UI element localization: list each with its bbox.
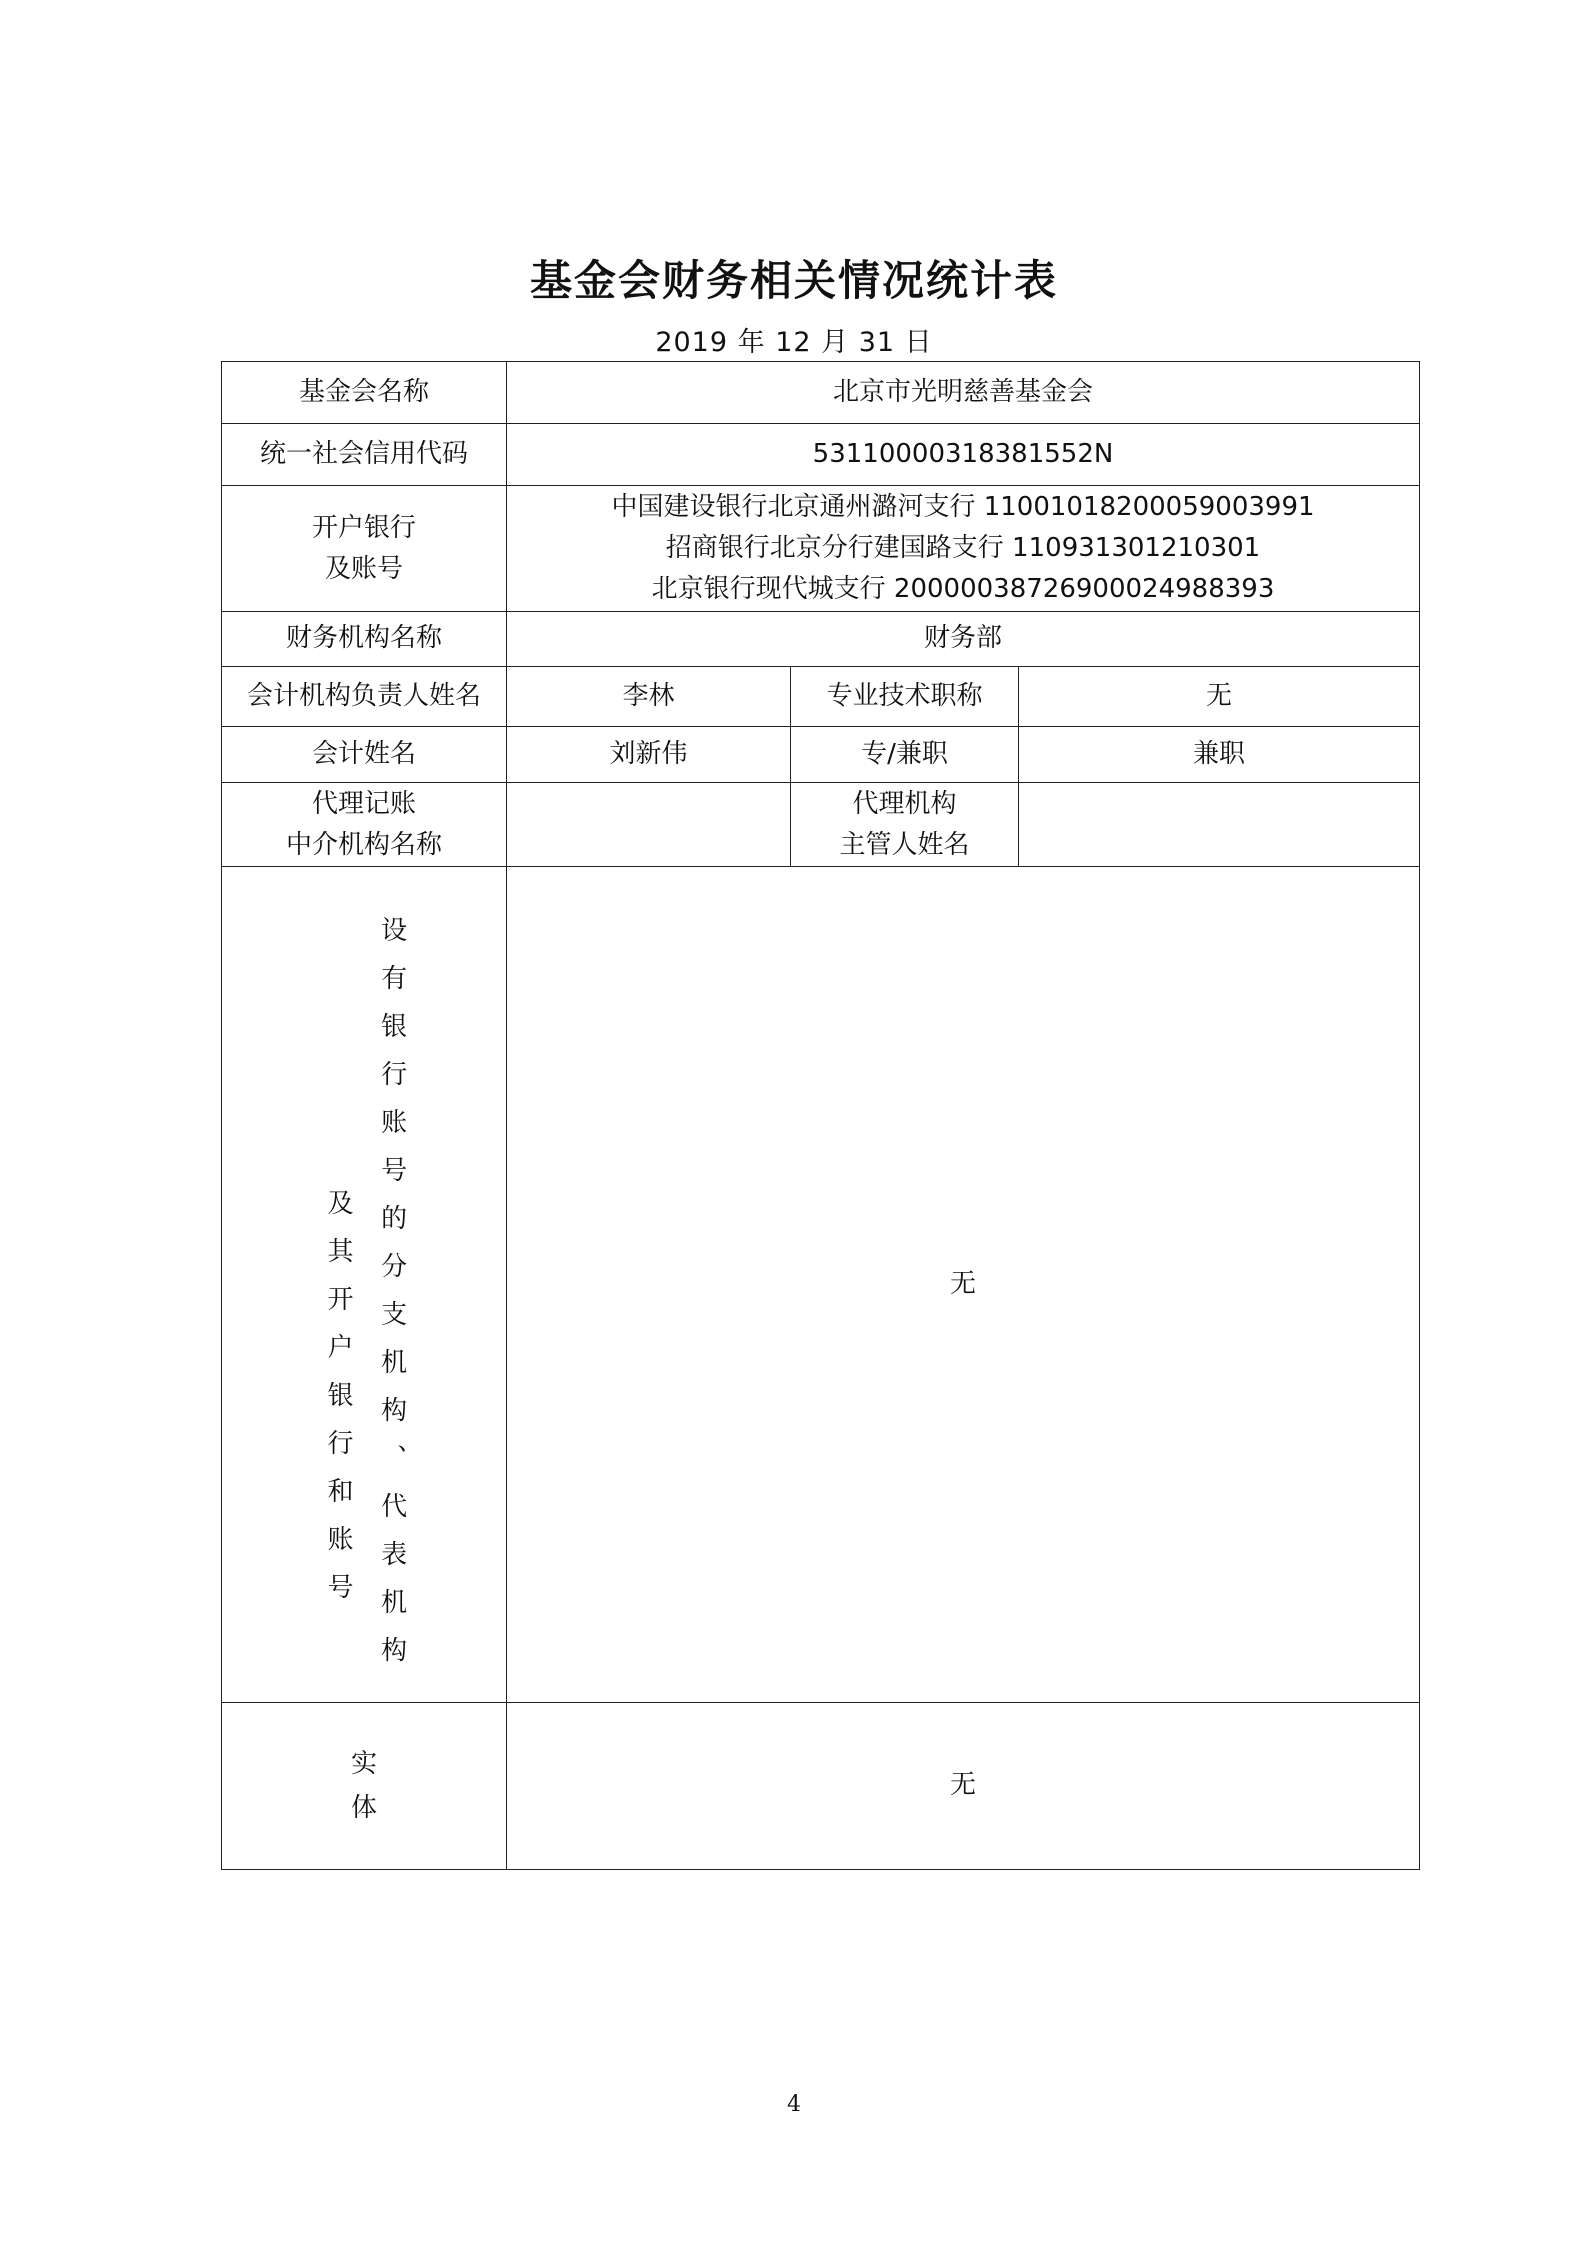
- bank-account-1: 中国建设银行北京通州潞河支行 11001018200059003991: [611, 492, 1315, 522]
- agent-label: [222, 783, 507, 867]
- agent-label-line-1: 代理记账: [311, 788, 416, 819]
- accountant-value: 刘新伟: [507, 727, 791, 783]
- finance-info-table: [221, 361, 1420, 1870]
- professional-title-value: 无: [1019, 667, 1420, 727]
- bank-label: [222, 486, 507, 612]
- agent-head-label-line-1: 代理机构: [852, 788, 957, 819]
- branch-label-col-1: 设有银行账号的分支机构、代表机构: [376, 915, 407, 1684]
- finance-dept-value: 财务部: [507, 612, 1420, 667]
- bank-label-line-2: 及账号: [324, 553, 403, 584]
- bank-account-2: 招商银行北京分行建国路支行 110931301210301: [665, 533, 1261, 563]
- entity-label: [222, 1703, 507, 1870]
- document-title: 基金会财务相关情况统计表: [529, 256, 1058, 305]
- finance-dept-label: 财务机构名称: [222, 612, 507, 667]
- agent-label-line-2: 中介机构名称: [285, 829, 442, 860]
- report-date: 2019 年 12 月 31 日: [655, 327, 933, 358]
- credit-code-label: 统一社会信用代码: [222, 424, 507, 486]
- branch-label: [222, 867, 507, 1703]
- bank-label-line-1: 开户银行: [311, 512, 416, 543]
- table-row: [222, 424, 1420, 486]
- accountant-label: 会计姓名: [222, 727, 507, 783]
- agent-value: [507, 783, 791, 867]
- table-row: [222, 867, 1420, 1703]
- parttime-label: 专/兼职: [791, 727, 1019, 783]
- table-row: [222, 362, 1420, 424]
- agent-head-label-line-2: 主管人姓名: [839, 829, 970, 860]
- table-row: [222, 667, 1420, 727]
- agent-head-value: [1019, 783, 1420, 867]
- accounting-head-label: 会计机构负责人姓名: [222, 667, 507, 727]
- parttime-value: 兼职: [1019, 727, 1420, 783]
- table-row: [222, 1703, 1420, 1870]
- foundation-name-label: 基金会名称: [222, 362, 507, 424]
- foundation-name-value: 北京市光明慈善基金会: [507, 362, 1420, 424]
- table-row: [222, 727, 1420, 783]
- agent-head-label: [791, 783, 1019, 867]
- entity-value: 无: [507, 1703, 1420, 1870]
- branch-label-col-2: 及其开户银行和账号: [323, 1188, 353, 1621]
- table-row: [222, 612, 1420, 667]
- professional-title-label: 专业技术职称: [791, 667, 1019, 727]
- credit-code-value: 53110000318381552N: [507, 424, 1420, 486]
- table-row: [222, 486, 1420, 612]
- entity-label-line-2: 体: [350, 1793, 377, 1823]
- branch-value: 无: [507, 867, 1420, 1703]
- entity-label-line-1: 实: [350, 1749, 377, 1779]
- bank-accounts: [507, 486, 1420, 612]
- bank-account-3: 北京银行现代城支行 20000038726900024988393: [651, 574, 1275, 604]
- page-number: 4: [787, 2092, 801, 2117]
- accounting-head-value: 李林: [507, 667, 791, 727]
- table-row: [222, 783, 1420, 867]
